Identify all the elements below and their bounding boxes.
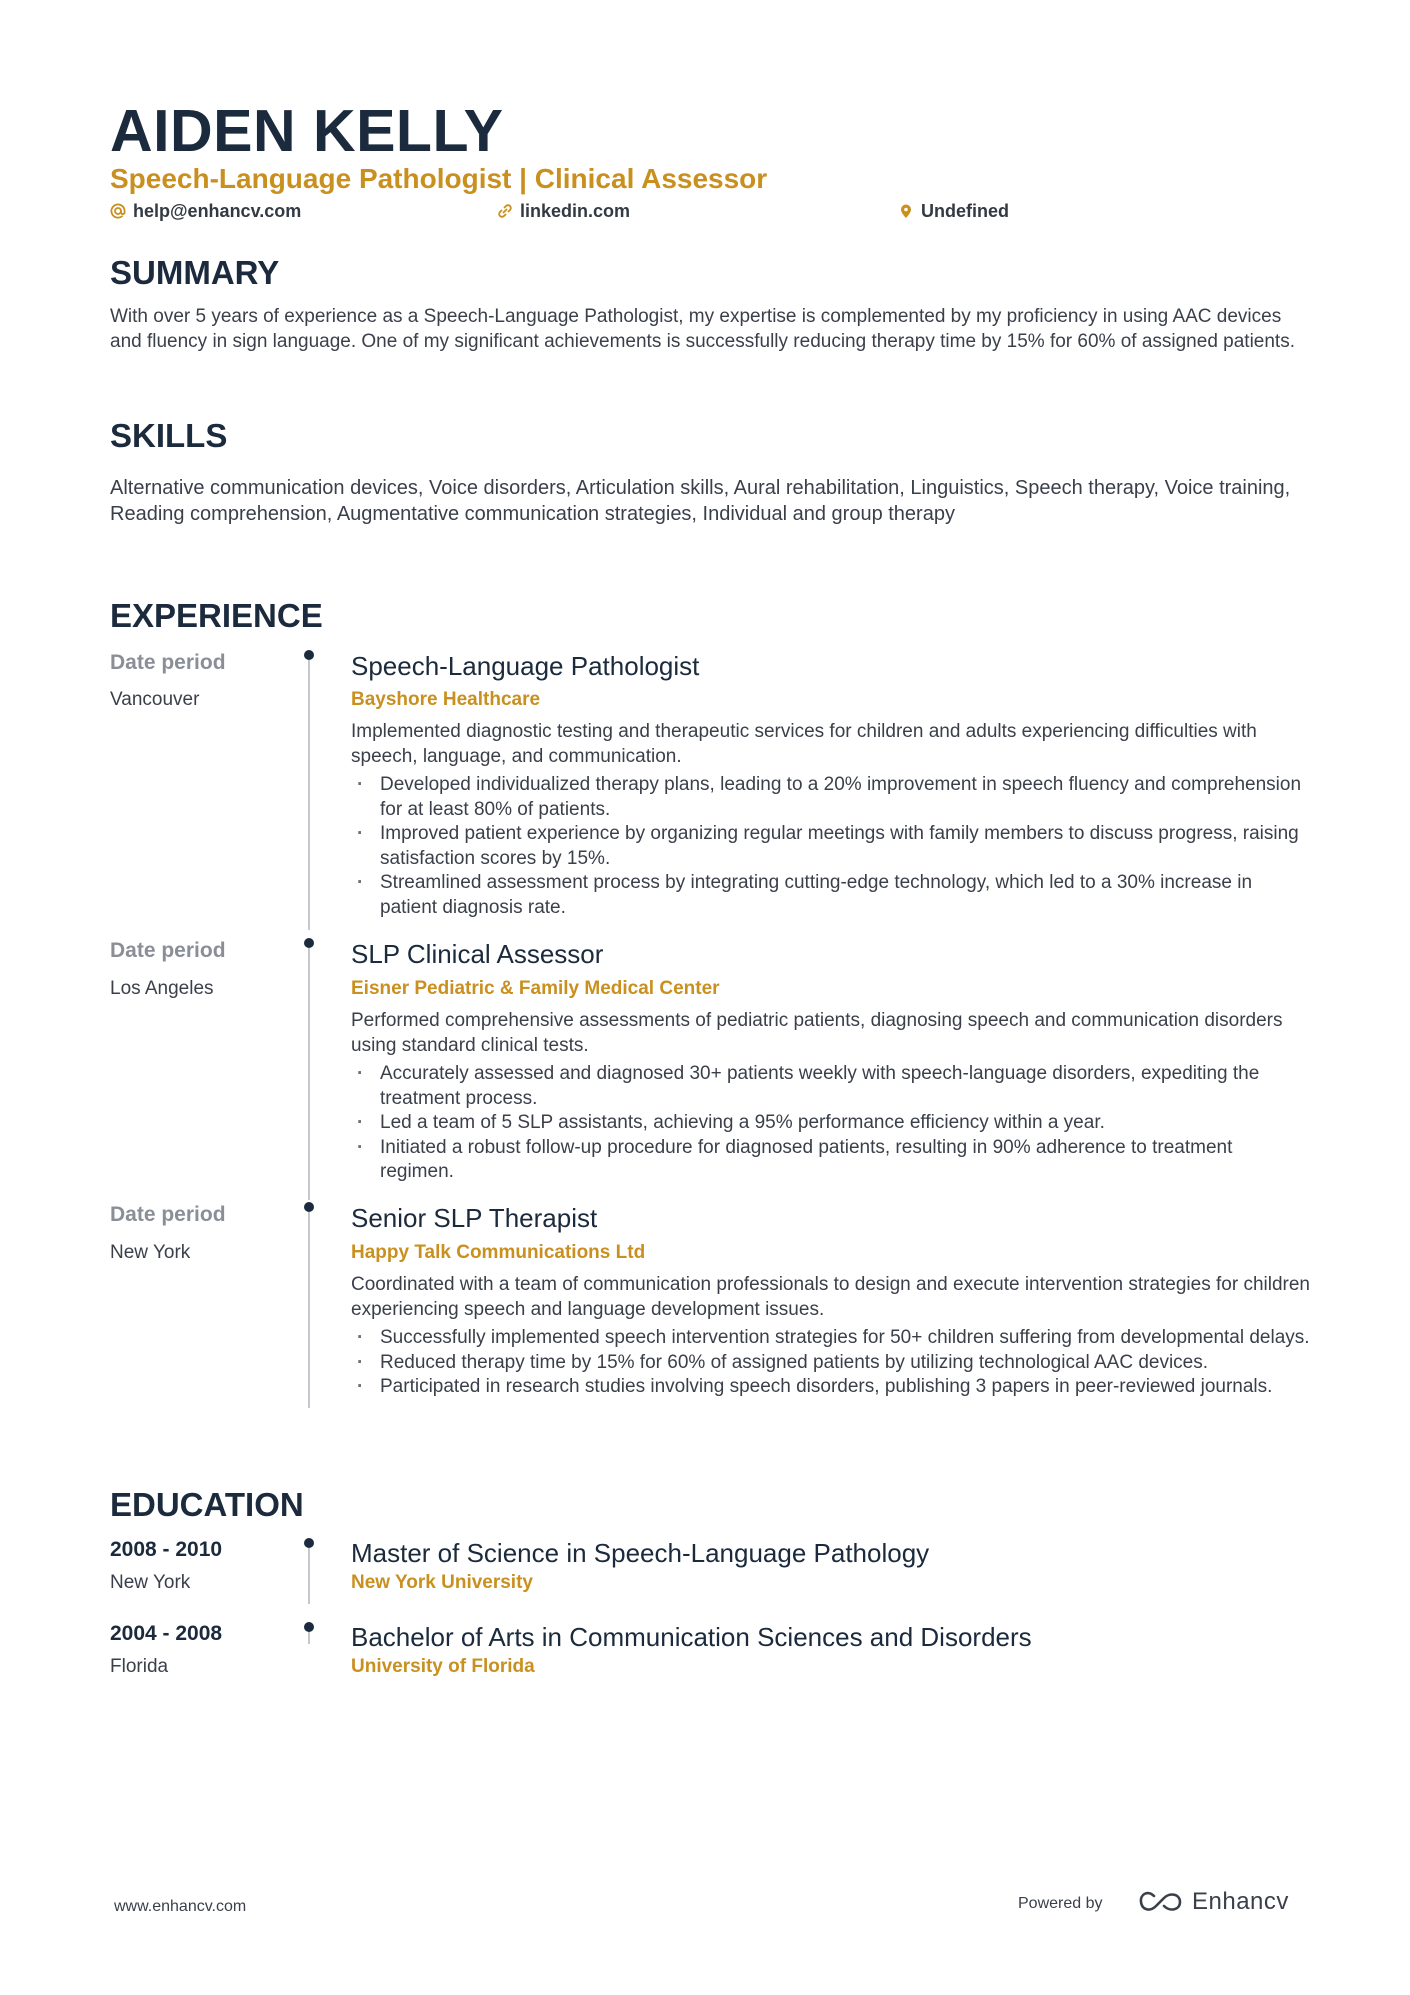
- experience-entry: [0, 650, 1410, 930]
- experience-bullets: [351, 1062, 1311, 1185]
- enhancv-logo[interactable]: [1138, 1888, 1289, 1916]
- experience-location: Los Angeles: [110, 978, 214, 999]
- education-heading: EDUCATION: [110, 1486, 304, 1523]
- experience-entry: [0, 938, 1410, 1200]
- experience-description: Implemented diagnostic testing and therapeutic services for children and adults experiencing difficulties with speech, language, and communication.: [351, 721, 1257, 767]
- experience-bullet: · Streamlined assessment process by integrating cutting-edge technology, which led to a 30% increase in patient diagnosis rate.: [351, 871, 1311, 920]
- contact-email[interactable]: [110, 199, 301, 223]
- timeline-dot: [304, 938, 314, 948]
- experience-bullet: · Reduced therapy time by 15% for 60% of assigned patients by utilizing technological AAC devices.: [351, 1351, 1311, 1376]
- experience-role: SLP Clinical Assessor: [351, 939, 604, 969]
- at-icon: [110, 203, 126, 219]
- experience-description: Performed comprehensive assessments of pediatric patients, diagnosing speech and communication disorders using standard clinical tests.: [351, 1010, 1283, 1056]
- timeline-line: [308, 1632, 310, 1644]
- education-date: 2004 - 2008: [110, 1622, 223, 1645]
- skills-heading: SKILLS: [110, 417, 228, 454]
- experience-date: Date period: [110, 1203, 226, 1226]
- experience-bullets: [351, 773, 1311, 920]
- education-school: University of Florida: [351, 1656, 535, 1677]
- experience-company: Bayshore Healthcare: [351, 689, 541, 710]
- experience-bullet: · Improved patient experience by organizing regular meetings with family members to discuss progress, raising satisfaction scores by 15%.: [351, 822, 1311, 871]
- candidate-name: AIDEN KELLY: [110, 98, 504, 164]
- skills-text: Alternative communication devices, Voice disorders, Articulation skills, Aural rehabilitation, Linguistics, Speech therapy, Voice training, Reading comprehension, Augmentative communication strategies, Individual and group therapy: [110, 477, 1291, 525]
- experience-bullets: [351, 1326, 1311, 1400]
- enhancv-logo-icon: [1138, 1888, 1184, 1916]
- experience-bullet: · Led a team of 5 SLP assistants, achieving a 95% performance efficiency within a year.: [351, 1111, 1311, 1136]
- experience-company: Happy Talk Communications Ltd: [351, 1242, 646, 1263]
- experience-heading: EXPERIENCE: [110, 597, 323, 634]
- contact-linkedin[interactable]: [497, 199, 630, 223]
- experience-company: Eisner Pediatric & Family Medical Center: [351, 978, 720, 999]
- timeline-dot: [304, 650, 314, 660]
- education-school: New York University: [351, 1572, 533, 1593]
- timeline-line: [308, 1212, 310, 1408]
- summary-text: With over 5 years of experience as a Speech-Language Pathologist, my expertise is complemented by my proficiency in using AAC devices and fluency in sign language. One of my significant achievements is successfully reducing therapy time by 15% for 60% of assigned patients.: [110, 306, 1295, 352]
- education-degree: Bachelor of Arts in Communication Sciences and Disorders: [351, 1622, 1032, 1652]
- timeline-line: [308, 1548, 310, 1604]
- contact-location: [898, 199, 1009, 223]
- footer-website-link[interactable]: www.enhancv.com: [114, 1898, 247, 1915]
- experience-bullet: · Successfully implemented speech intervention strategies for 50+ children suffering from developmental delays.: [351, 1326, 1311, 1351]
- summary-heading: SUMMARY: [110, 254, 280, 291]
- education-date: 2008 - 2010: [110, 1538, 223, 1561]
- location-text: Undefined: [921, 200, 1009, 221]
- experience-date: Date period: [110, 651, 226, 674]
- timeline-dot: [304, 1202, 314, 1212]
- timeline-line: [308, 660, 310, 930]
- experience-entry: [0, 1202, 1410, 1482]
- experience-location: New York: [110, 1242, 191, 1263]
- experience-bullet: · Developed individualized therapy plans, leading to a 20% improvement in speech fluency and comprehension for at least 80% of patients.: [351, 773, 1311, 822]
- linkedin-text: linkedin.com: [520, 200, 631, 221]
- timeline-dot: [304, 1622, 314, 1632]
- experience-description: Coordinated with a team of communication professionals to design and execute intervention strategies for children experiencing speech and language development issues.: [351, 1274, 1310, 1320]
- experience-bullet: · Participated in research studies involving speech disorders, publishing 3 papers in peer-reviewed journals.: [351, 1375, 1311, 1400]
- education-location: Florida: [110, 1656, 169, 1677]
- experience-bullet: · Accurately assessed and diagnosed 30+ patients weekly with speech-language disorders, expediting the treatment process.: [351, 1062, 1311, 1111]
- education-degree: Master of Science in Speech-Language Pathology: [351, 1538, 930, 1568]
- powered-by-text: Powered by: [1018, 1895, 1103, 1912]
- experience-date: Date period: [110, 939, 226, 962]
- email-text: help@enhancv.com: [133, 200, 302, 221]
- link-icon: [497, 203, 513, 219]
- education-entry: [0, 1537, 1410, 1607]
- timeline-line: [308, 948, 310, 1200]
- experience-bullet: · Initiated a robust follow-up procedure for diagnosed patients, resulting in 90% adherence to treatment regimen.: [351, 1136, 1311, 1185]
- experience-location: Vancouver: [110, 689, 200, 710]
- location-pin-icon: [898, 203, 914, 219]
- experience-role: Speech-Language Pathologist: [351, 651, 700, 681]
- education-location: New York: [110, 1572, 191, 1593]
- experience-role: Senior SLP Therapist: [351, 1203, 598, 1233]
- brand-name: Enhancv: [1192, 1888, 1289, 1915]
- timeline-dot: [304, 1538, 314, 1548]
- candidate-title: Speech-Language Pathologist | Clinical Assessor: [110, 163, 768, 194]
- education-entry: [0, 1621, 1410, 1681]
